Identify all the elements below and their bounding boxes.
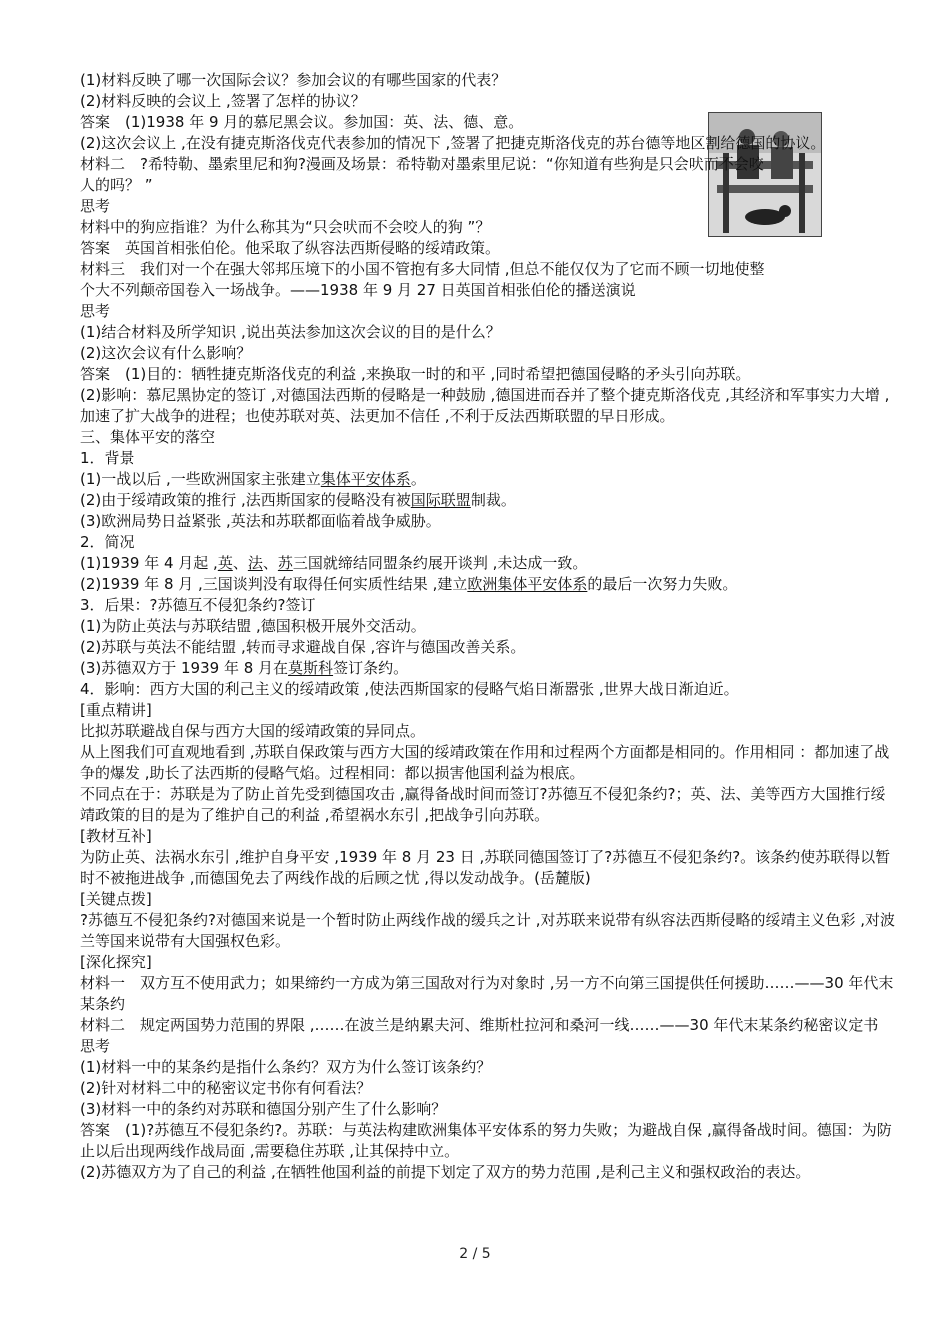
document-body — [66, 70, 896, 1183]
keyword: 集体平安体系 — [320, 470, 411, 488]
key-hint-heading: [关键点拨] — [80, 890, 152, 908]
explore-answer-1: 答案 (1)?苏德互不侵犯条约?。苏联：与英法构建欧洲集体平安体系的努力失败；为避战自保 ,赢得备战时间。德国：为防止以后出现两线作战局面 ,需要稳住苏联 ,让其保持中立。 — [80, 1121, 892, 1160]
think-heading: 思考 — [80, 197, 111, 215]
question-1: (1)材料反映了哪一次国际会议？参加会议的有哪些国家的代表？ — [80, 71, 507, 89]
background-heading: 1．背景 — [80, 449, 135, 467]
material-2: 材料二 ?希特勒、墨索里尼和狗?漫画及场景：希特勒对墨索里尼说：“你知道有些狗是只会吠而不会咬人的吗？ ” — [80, 155, 764, 194]
text: (2)由于绥靖政策的推行 ,法西斯国家的侵略没有被 — [80, 491, 411, 509]
page-number: 2 / 5 — [459, 1246, 491, 1262]
think-heading-2: 思考 — [80, 302, 111, 320]
explore-answer-2: (2)苏德双方为了自己的利益 ,在牺牲他国利益的前提下划定了双方的势力范围 ,是利己主义和强权政治的表达。 — [80, 1163, 811, 1181]
background-item-2 — [66, 490, 896, 511]
keyword: 莫斯科 — [288, 659, 334, 677]
key-hint-text: ?苏德互不侵犯条约?对德国来说是一个暂时防止两线作战的缓兵之计 ,对苏联来说带有纵容法西斯侵略的绥靖主义色彩 ,对波兰等国来说带有大国强权色彩。 — [80, 911, 896, 950]
keyword: 苏 — [277, 554, 293, 572]
question-2: (2)材料反映的会议上 ,签署了怎样的协议？ — [80, 92, 366, 110]
text: 、 — [262, 554, 278, 572]
text: (3)苏德双方于 1939 年 8 月在 — [80, 659, 289, 677]
overview-item-1 — [66, 553, 896, 574]
explore-material-2: 材料二 规定两国势力范围的界限 ,……在波兰是纳累夫河、维斯杜拉河和桑河一线……——30 年代末某条约秘密议定书 — [80, 1016, 879, 1034]
question-3: (1)结合材料及所学知识 ,说出英法参加这次会议的目的是什么？ — [80, 323, 501, 341]
question-4: (2)这次会议有什么影响？ — [80, 344, 252, 362]
keyword: 英 — [217, 554, 233, 572]
explore-question-1: (1)材料一中的某条约是指什么条约？双方为什么签订该条约？ — [80, 1058, 492, 1076]
result-heading: 3．后果：?苏德互不侵犯条约?签订 — [80, 596, 316, 614]
explore-question-2: (2)针对材料二中的秘密议定书你有何看法？ — [80, 1079, 372, 1097]
think-heading-3: 思考 — [80, 1037, 111, 1055]
result-item-2: (2)苏联与英法不能结盟 ,转而寻求避战自保 ,容许与德国改善关系。 — [80, 638, 526, 656]
textbook-heading: [教材互补] — [80, 827, 152, 845]
overview-item-2 — [66, 574, 896, 595]
background-item-3: (3)欧洲局势日益紧张 ,英法和苏联都面临着战争威胁。 — [80, 512, 441, 530]
result-item-1: (1)为防止英法与苏联结盟 ,德国积极开展外交活动。 — [80, 617, 426, 635]
key-points-heading: [重点精讲] — [80, 701, 152, 719]
text: 的最后一次努力失败。 — [587, 575, 738, 593]
text: 、 — [232, 554, 248, 572]
compare-similar: 从上图我们可直观地看到 ,苏联自保政策与西方大国的绥靖政策在作用和过程两个方面都是相同的。作用相同 ：都加速了战争的爆发 ,助长了法西斯的侵略气焰。过程相同：都以损害他国利益为根底。 — [80, 743, 890, 782]
material-3: 材料三 我们对一个在强大邻邦压境下的小国不管抱有多大同情 ,但总不能仅仅为了它而不顾一切地使整个大不列颠帝国卷入一场战争。——1938 年 9 月 27 日英国首相张伯伦的播送演说 — [80, 260, 765, 299]
keyword: 国际联盟 — [410, 491, 471, 509]
text: (2)1939 年 8 月 ,三国谈判没有取得任何实质性结果 ,建立 — [80, 575, 468, 593]
answer-1: 答案 (1)1938 年 9 月的慕尼黑会议。参加国：英、法、德、意。 — [80, 113, 524, 131]
text: 三国就缔结同盟条约展开谈判 ,未达成一致。 — [292, 554, 588, 572]
compare-intro: 比拟苏联避战自保与西方大国的绥靖政策的异同点。 — [80, 722, 426, 740]
compare-different: 不同点在于：苏联是为了防止首先受到德国攻击 ,赢得备战时间而签订?苏德互不侵犯条约?；英、法、美等西方大国推行绥靖政策的目的是为了维护自己的利益 ,希望祸水东引 ,把战争引向苏联。 — [80, 785, 886, 824]
text: 制裁。 — [470, 491, 516, 509]
text: (1)一战以后 ,一些欧洲国家主张建立 — [80, 470, 321, 488]
keyword: 法 — [247, 554, 263, 572]
text: 签订条约。 — [333, 659, 409, 677]
think-answer: 答案 英国首相张伯伦。他采取了纵容法西斯侵略的绥靖政策。 — [80, 239, 501, 257]
keyword: 欧洲集体平安体系 — [467, 575, 588, 593]
overview-heading: 2．简况 — [80, 533, 135, 551]
impact-item: 4．影响：西方大国的利己主义的绥靖政策 ,使法西斯国家的侵略气焰日渐嚣张 ,世界大战日渐迫近。 — [80, 680, 739, 698]
text: (1)1939 年 4 月起 , — [80, 554, 218, 572]
answer-3: 答案 (1)目的：牺牲捷克斯洛伐克的利益 ,来换取一时的和平 ,同时希望把德国侵略的矛头引向苏联。 — [80, 365, 751, 383]
text: 。 — [410, 470, 426, 488]
think-question: 材料中的狗应指谁？为什么称其为“只会吠而不会咬人的狗 ”？ — [80, 218, 491, 236]
answer-4: (2)影响：慕尼黑协定的签订 ,对德国法西斯的侵略是一种鼓励 ,德国进而吞并了整个捷克斯洛伐克 ,其经济和军事实力大增 ,加速了扩大战争的进程；也使苏联对英、法更加不信任 ,不利于反法西斯联盟的早日形成。 — [80, 386, 890, 425]
explore-question-3: (3)材料一中的条约对苏联和德国分别产生了什么影响？ — [80, 1100, 447, 1118]
section-heading: 三、集体平安的落空 — [80, 428, 216, 446]
background-item-1 — [66, 469, 896, 490]
explore-material-1: 材料一 双方互不使用武力；如果缔约一方成为第三国敌对行为对象时 ,另一方不向第三国提供任何援助……——30 年代末某条约 — [80, 974, 894, 1013]
textbook-text: 为防止英、法祸水东引 ,维护自身平安 ,1939 年 8 月 23 日 ,苏联同德国签订了?苏德互不侵犯条约?。该条约使苏联得以暂时不被拖进战争 ,而德国免去了两线作战的后顾之忧 ,得以发动战争。(岳麓版) — [80, 848, 891, 887]
result-item-3 — [66, 658, 896, 679]
explore-heading: [深化探究] — [80, 953, 152, 971]
answer-2: (2)这次会议上 ,在没有捷克斯洛伐克代表参加的情况下 ,签署了把捷克斯洛伐克的苏台德等地区割给德国的协议。 — [80, 134, 826, 152]
